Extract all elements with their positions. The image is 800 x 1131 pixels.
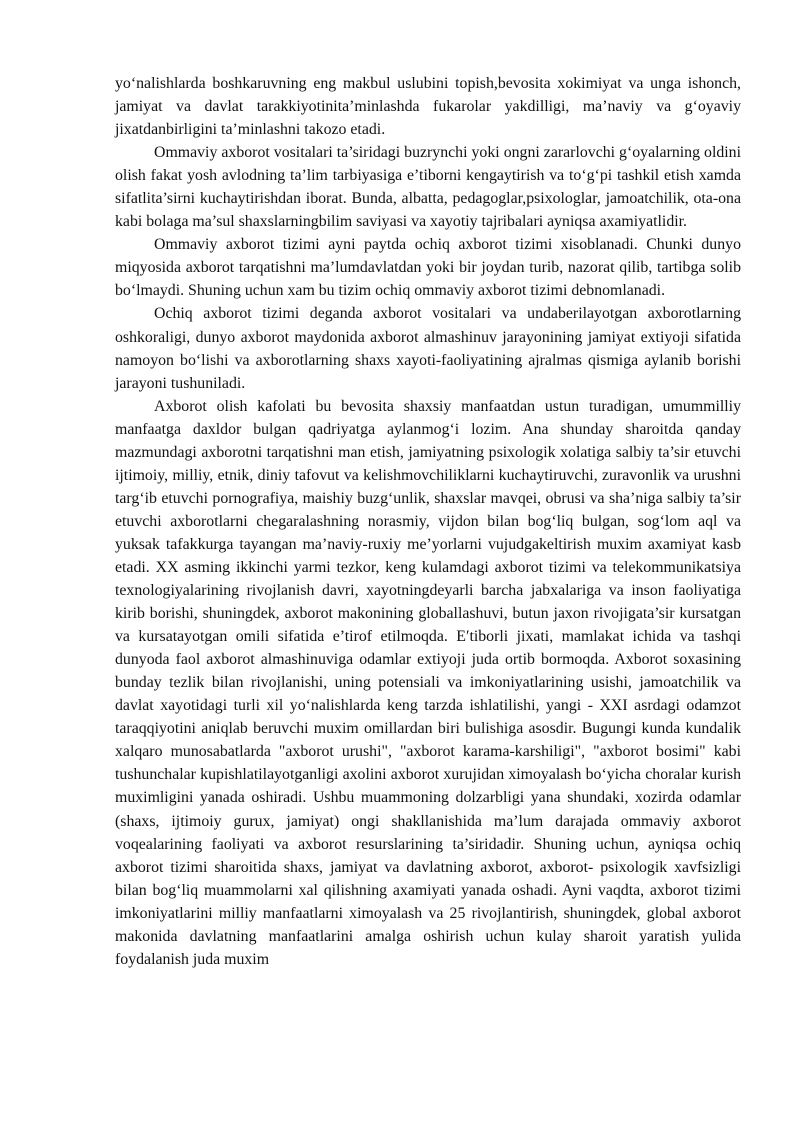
- paragraph-continuation: yo‘nalishlarda boshkaruvning eng makbul uslubini topish,bevosita xokimiyat va unga ishonch, jamiyat va davlat tarakkiyotinita’minlashda fukarolar yakdilligi, ma’naviy va g‘oyaviy jixatdanbirligini ta’minlashni takozo etadi.: [115, 75, 741, 139]
- paragraph-open-system-definition: Ochiq axborot tizimi deganda axborot vositalari va undaberilayotgan axborotlarning oshkoraligi, dunyo axborot maydonida axborot almashinuv jarayonining jamiyat extiyoji sifatida namoyon bo‘lishi va axborotlarning shaxs xayoti-faoliyatining ajralmas qismiga aylanib borishi jarayoni tushuniladi.: [115, 305, 741, 392]
- paragraph-media-influence: Ommaviy axborot vositalari ta’siridagi buzrynchi yoki ongni zararlovchi g‘oyalarning oldini olish fakat yosh avlodning ta’lim tarbiyasiga e’tiborni kengaytirish va to‘g‘pi tashkil etish xamda sifatlita’sirni kuchaytirishdan iborat. Bunda, albatta, pedagoglar,psixologlar, jamoatchilik, ota-ona kabi bolaga ma’sul shaxslarningbilim saviyasi va xayotiy tajribalari ayniqsa axamiyatlidir.: [115, 144, 741, 231]
- paragraph-open-system: Ommaviy axborot tizimi ayni paytda ochiq axborot tizimi xisoblanadi. Chunki dunyo miqyosida axborot tarqatishni ma’lumdavlatdan yoki bir joydan turib, nazorat qilib, tartibga solib bo‘lmaydi. Shuning uchun xam bu tizim ochiq ommaviy axborot tizimi debnomlanadi.: [115, 236, 741, 300]
- paragraph-information-guarantee: Axborot olish kafolati bu bevosita shaxsiy manfaatdan ustun turadigan, umummilliy manfaatga daxldor bulgan qadriyatga aylanmog‘i lozim. Ana shunday sharoitda qanday mazmundagi axborotni tarqatishni man etish, jamiyatning psixologik xolatiga salbiy ta’sir etuvchi ijtimoiy, milliy, etnik, diniy tafovut va kelishmovchiliklarni kuchaytiruvchi, zuravonlik va urushni targ‘ib etuvchi pornografiya, maishiy buzg‘unlik, shaxslar mavqei, obrusi va sha’niga salbiy ta’sir etuvchi axborotlarni chegaralashning norasmiy, vijdon bilan bog‘liq bulgan, sog‘lom aql va yuksak tafakkurga tayangan ma’naviy-ruxiy me’yorlarni vujudgakeltirish muxim axamiyat kasb etadi. XX asming ikkinchi yarmi tezkor, keng kulamdagi axborot tizimi va telekommunikatsiya texnologiyalarining rivojlanish davri, xayotningdeyarli barcha jabxalariga va inson faoliyatiga kirib borishi, shuningdek, axborot makonining globallashuvi, butun jaxon rivojigata’sir kursatgan va kursatayotgan omili sifatida e’tirof etilmoqda. E′tiborli jixati, mamlakat ichida va tashqi dunyoda faol axborot almashinuviga odamlar extiyoji juda ortib bormoqda. Axborot soxasining bunday tezlik bilan rivojlanishi, uning potensiali va imkoniyatlarining usishi, jamoatchilik va davlat xayotidagi turli xil yo‘nalishlarda keng tarzda ishlatilishi, yangi - XXI asrdagi odamzot taraqqiyotini aniqlab beruvchi muxim omillardan biri bulishiga asosdir. Bugungi kunda kundalik xalqaro munosabatlarda "axborot urushi", "axborot karama-karshiligi", "axborot bosimi" kabi tushunchalar kupishlatilayotganligi axolini axborot xurujidan ximoyalash bo‘yicha choralar kurish muximligini yanada oshiradi. Ushbu muammoning dolzarbligi yana shundaki, xozirda odamlar (shaxs, ijtimoiy gurux, jamiyat) ongi shakllanishida ma’lum darajada ommaviy axborot voqealarining faoliyati va axborot resurslarining ta’siridadir. Shuning uchun, ayniqsa ochiq axborot tizimi sharoitida shaxs, jamiyat va davlatning axborot, axborot- psixologik xavfsizligi bilan bog‘liq muammolarni xal qilishning axamiyati yanada oshadi. Ayni vaqdta, axborot tizimi imkoniyatlarini milliy manfaatlarni ximoyalash va 25 rivojlantirish, shuningdek, global axborot makonida davlatning manfaatlarini amalga oshirish uchun kulay sharoit yaratish yulida foydalanish juda muxim: [115, 397, 741, 968]
- document-page: [115, 72, 741, 971]
